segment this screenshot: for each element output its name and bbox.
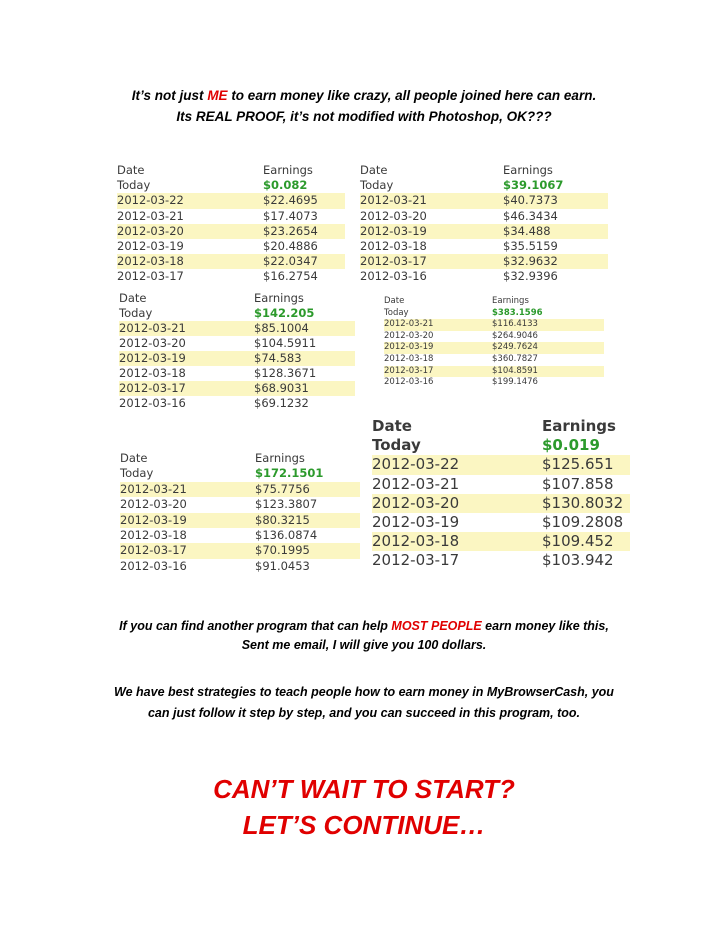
table-row xyxy=(372,532,630,551)
table-row xyxy=(360,254,608,269)
table-row xyxy=(120,543,360,558)
earnings-cell: Earnings xyxy=(542,417,616,435)
date-cell: 2012-03-19 xyxy=(120,512,187,527)
earnings-cell: $68.9031 xyxy=(254,381,309,395)
earnings-cell: $360.7827 xyxy=(492,353,538,364)
table-row xyxy=(360,209,608,224)
earnings-cell: $20.4886 xyxy=(263,238,318,253)
earnings-cell: $116.4133 xyxy=(492,319,538,330)
table-header xyxy=(120,451,360,466)
table-row xyxy=(120,482,360,497)
earnings-cell: $136.0874 xyxy=(255,527,318,542)
earnings-cell: $383.1596 xyxy=(492,307,543,318)
emphasis-most-people: MOST PEOPLE xyxy=(391,619,482,633)
earnings-cell: Earnings xyxy=(263,163,313,177)
date-cell: 2012-03-22 xyxy=(372,455,460,474)
table-row xyxy=(119,321,355,336)
table-row xyxy=(119,396,355,411)
earnings-cell: Earnings xyxy=(255,451,305,465)
date-cell: 2012-03-21 xyxy=(372,474,460,493)
date-cell: 2012-03-18 xyxy=(360,238,427,253)
earnings-cell: $249.7624 xyxy=(492,342,538,353)
table-row xyxy=(120,513,360,528)
date-cell: Today xyxy=(119,306,153,320)
date-cell: 2012-03-16 xyxy=(119,396,186,410)
table-row xyxy=(117,224,345,239)
table-row xyxy=(384,331,604,343)
date-cell: Date xyxy=(372,417,412,435)
today-row xyxy=(384,308,604,320)
table-header xyxy=(360,163,608,178)
cta-line-1: CAN’T WAIT TO START? xyxy=(213,774,515,804)
date-cell: 2012-03-17 xyxy=(117,269,184,284)
earnings-table-3 xyxy=(119,291,355,411)
date-cell: 2012-03-17 xyxy=(119,381,186,395)
earnings-cell: Earnings xyxy=(492,296,529,306)
earnings-cell: $104.8591 xyxy=(492,365,538,376)
table-header xyxy=(372,417,630,436)
table-row xyxy=(119,381,355,396)
date-cell: 2012-03-19 xyxy=(360,223,427,238)
earnings-cell: $91.0453 xyxy=(255,558,310,573)
earnings-table-2 xyxy=(360,163,608,285)
earnings-cell: $17.4073 xyxy=(263,208,318,223)
table-row xyxy=(360,269,608,284)
table-row xyxy=(119,351,355,366)
earnings-cell: Earnings xyxy=(254,291,304,305)
table-row xyxy=(384,366,604,378)
earnings-cell: $74.583 xyxy=(254,351,302,365)
earnings-cell: $0.082 xyxy=(263,178,308,193)
date-cell: Date xyxy=(360,163,388,177)
earnings-cell: $80.3215 xyxy=(255,512,310,527)
table-row xyxy=(384,319,604,331)
earnings-cell: $39.1067 xyxy=(503,178,564,193)
earnings-table-5 xyxy=(120,451,360,574)
table-row xyxy=(117,269,345,284)
today-row xyxy=(120,466,360,481)
earnings-cell: $46.3434 xyxy=(503,208,558,223)
date-cell: Date xyxy=(120,451,148,465)
date-cell: Date xyxy=(384,296,405,306)
today-row xyxy=(360,178,608,193)
earnings-cell: $40.7373 xyxy=(503,193,558,208)
table-header xyxy=(384,296,604,308)
intro-line-1: It’s not just ME to earn money like crazy, all people joined here can earn. xyxy=(131,88,597,103)
earnings-cell: Earnings xyxy=(503,163,553,177)
date-cell: 2012-03-20 xyxy=(384,330,434,341)
earnings-cell: $104.5911 xyxy=(254,336,317,350)
table-header xyxy=(117,163,345,178)
earnings-cell: $172.1501 xyxy=(255,466,324,481)
earnings-cell: $22.4695 xyxy=(263,193,318,208)
earnings-cell: $70.1995 xyxy=(255,543,310,558)
table-header xyxy=(119,291,355,306)
earnings-cell: $69.1232 xyxy=(254,396,309,410)
date-cell: 2012-03-20 xyxy=(119,336,186,350)
table-row xyxy=(372,455,630,474)
table-row xyxy=(120,559,360,574)
earnings-cell: $23.2654 xyxy=(263,223,318,238)
table-row xyxy=(117,254,345,269)
strategy-line-1: We have best strategies to teach people how to earn money in MyBrowserCash, you xyxy=(114,685,614,699)
date-cell: 2012-03-18 xyxy=(384,353,434,364)
date-cell: 2012-03-18 xyxy=(119,366,186,380)
earnings-cell: $16.2754 xyxy=(263,269,318,284)
date-cell: 2012-03-21 xyxy=(384,319,434,330)
table-row xyxy=(119,366,355,381)
date-cell: 2012-03-16 xyxy=(120,558,187,573)
earnings-table-6 xyxy=(372,417,630,571)
cta-line-2: LET’S CONTINUE… xyxy=(242,810,486,840)
table-row xyxy=(117,239,345,254)
date-cell: 2012-03-20 xyxy=(372,493,460,512)
earnings-cell: $103.942 xyxy=(542,551,614,570)
date-cell: 2012-03-18 xyxy=(372,532,460,551)
today-row xyxy=(117,178,345,193)
date-cell: Date xyxy=(117,163,145,177)
emphasis-me: ME xyxy=(207,88,228,103)
earnings-cell: $107.858 xyxy=(542,474,614,493)
earnings-cell: $0.019 xyxy=(542,436,600,455)
date-cell: 2012-03-20 xyxy=(120,497,187,512)
date-cell: Today xyxy=(117,178,151,193)
table-row xyxy=(120,528,360,543)
date-cell: Today xyxy=(360,178,394,193)
intro-line-2: Its REAL PROOF, it’s not modified with Photoshop, OK??? xyxy=(176,109,552,124)
today-row xyxy=(372,436,630,455)
date-cell: 2012-03-19 xyxy=(384,342,434,353)
date-cell: Today xyxy=(372,436,421,455)
date-cell: 2012-03-17 xyxy=(372,551,460,570)
table-row xyxy=(384,342,604,354)
date-cell: 2012-03-16 xyxy=(384,377,434,388)
table-row xyxy=(384,377,604,389)
today-row xyxy=(119,306,355,321)
date-cell: 2012-03-19 xyxy=(117,238,184,253)
earnings-cell: $32.9632 xyxy=(503,254,558,269)
date-cell: 2012-03-17 xyxy=(120,543,187,558)
table-row xyxy=(120,497,360,512)
table-row xyxy=(119,336,355,351)
date-cell: 2012-03-20 xyxy=(360,208,427,223)
earnings-cell: $130.8032 xyxy=(542,493,624,512)
earnings-table-1 xyxy=(117,163,345,285)
earnings-cell: $128.3671 xyxy=(254,366,317,380)
table-row xyxy=(384,354,604,366)
date-cell: 2012-03-16 xyxy=(360,269,427,284)
table-row xyxy=(117,209,345,224)
earnings-cell: $199.1476 xyxy=(492,377,538,388)
date-cell: Today xyxy=(120,466,154,481)
table-row xyxy=(360,193,608,208)
table-row xyxy=(372,551,630,570)
earnings-cell: $22.0347 xyxy=(263,254,318,269)
table-row xyxy=(360,239,608,254)
earnings-cell: $109.2808 xyxy=(542,512,624,531)
table-row xyxy=(360,224,608,239)
earnings-cell: $264.9046 xyxy=(492,330,538,341)
date-cell: 2012-03-21 xyxy=(117,208,184,223)
date-cell: 2012-03-19 xyxy=(119,351,186,365)
date-cell: 2012-03-21 xyxy=(120,481,187,496)
date-cell: 2012-03-17 xyxy=(384,365,434,376)
earnings-cell: $35.5159 xyxy=(503,238,558,253)
date-cell: Today xyxy=(384,307,409,318)
date-cell: 2012-03-18 xyxy=(117,254,184,269)
date-cell: 2012-03-18 xyxy=(120,527,187,542)
earnings-cell: $125.651 xyxy=(542,455,614,474)
strategy-line-2: can just follow it step by step, and you can succeed in this program, too. xyxy=(147,706,580,720)
earnings-cell: $109.452 xyxy=(542,532,614,551)
table-row xyxy=(372,475,630,494)
table-row xyxy=(117,193,345,208)
table-row xyxy=(372,513,630,532)
earnings-cell: $85.1004 xyxy=(254,321,309,335)
offer-line-1: If you can find another program that can help MOST PEOPLE earn money like this, xyxy=(119,619,609,633)
date-cell: 2012-03-19 xyxy=(372,512,460,531)
date-cell: 2012-03-21 xyxy=(119,321,186,335)
date-cell: 2012-03-20 xyxy=(117,223,184,238)
date-cell: 2012-03-21 xyxy=(360,193,427,208)
table-row xyxy=(372,494,630,513)
date-cell: 2012-03-17 xyxy=(360,254,427,269)
earnings-cell: $32.9396 xyxy=(503,269,558,284)
earnings-cell: $142.205 xyxy=(254,306,315,320)
earnings-cell: $75.7756 xyxy=(255,481,310,496)
earnings-cell: $123.3807 xyxy=(255,497,318,512)
earnings-cell: $34.488 xyxy=(503,223,551,238)
earnings-table-4 xyxy=(384,296,604,389)
offer-line-2: Sent me email, I will give you 100 dollars. xyxy=(241,638,487,652)
date-cell: 2012-03-22 xyxy=(117,193,184,208)
date-cell: Date xyxy=(119,291,147,305)
